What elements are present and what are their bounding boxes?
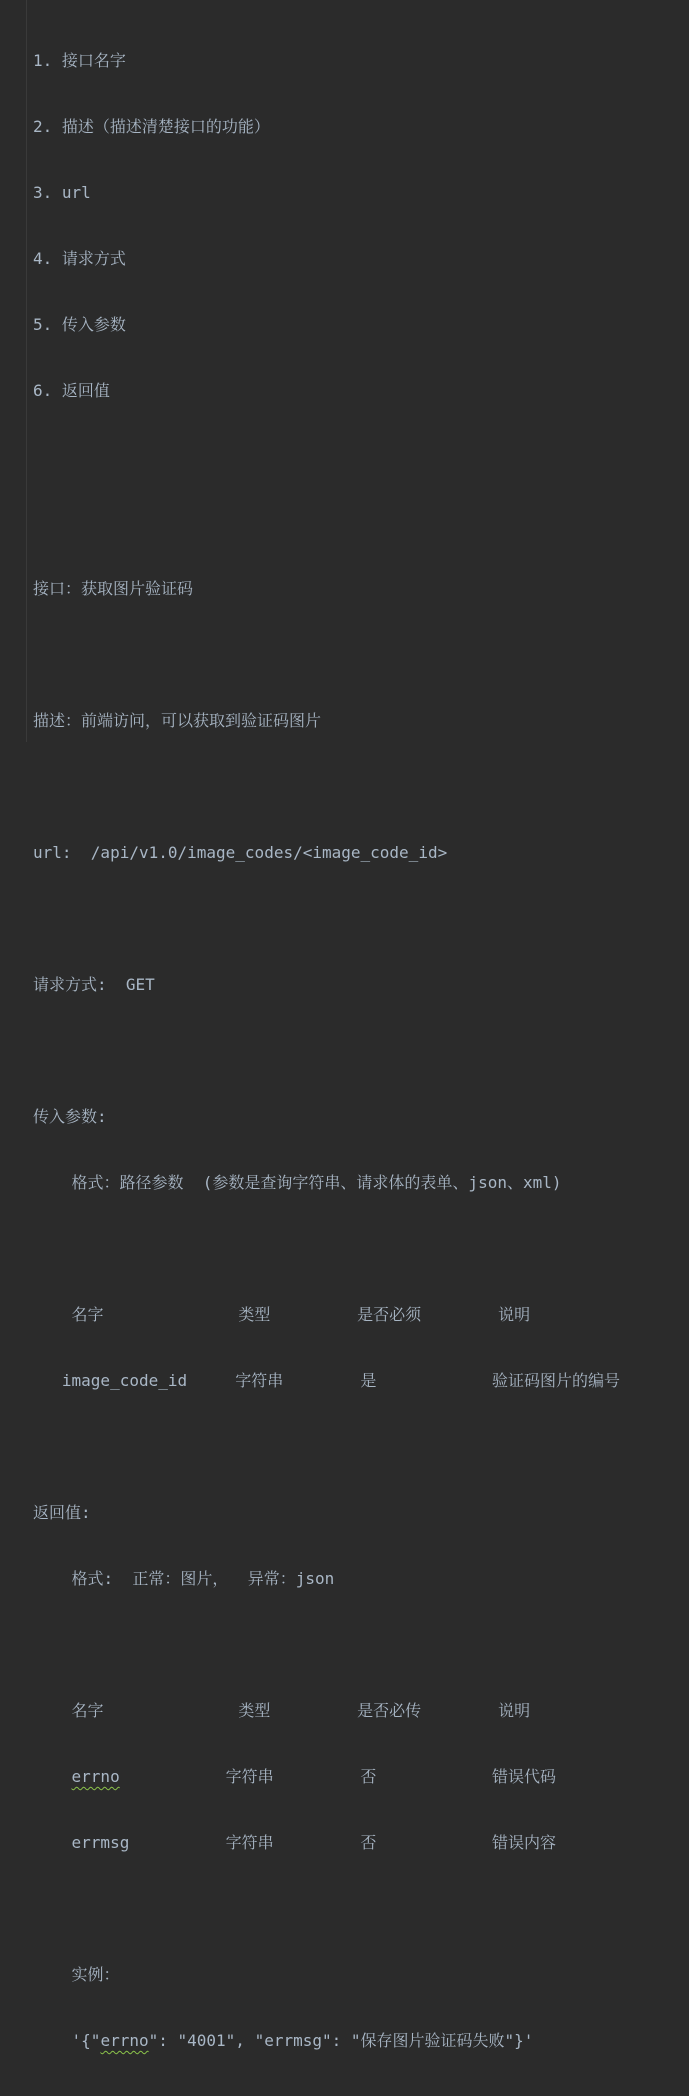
code-line-2: 2. 描述（描述清楚接口的功能）: [33, 117, 270, 136]
code-line-9: 接口：获取图片验证码: [33, 579, 194, 598]
code-line-25: [33, 1634, 620, 1656]
code-line-26: 名字 类型 是否必传 说明: [33, 1701, 531, 1720]
code-line-12: [33, 776, 620, 798]
code-line-19: [33, 1238, 620, 1260]
code-line-5: 5. 传入参数: [33, 315, 126, 334]
code-line-23: 返回值:: [33, 1503, 91, 1522]
code-line-14: [33, 908, 620, 930]
code-line-28: errmsg 字符串 否 错误内容: [33, 1833, 556, 1852]
code-line-17: 传入参数:: [33, 1107, 107, 1126]
code-line-22: [33, 1436, 620, 1458]
code-line-7: [33, 446, 620, 468]
gutter-divider: [26, 0, 27, 742]
code-line-3: 3. url: [33, 183, 91, 202]
code-line-16: [33, 1040, 620, 1062]
code-line-29: [33, 1898, 620, 1920]
code-line-6: 6. 返回值: [33, 381, 110, 400]
indent: [33, 1767, 72, 1786]
code-line-31: [33, 2030, 620, 2052]
code-line-21: image_code_id 字符串 是 验证码图片的编号: [33, 1371, 620, 1390]
code-line-18: 格式：路径参数 (参数是查询字符串、请求体的表单、json、xml): [33, 1173, 562, 1192]
code-line-20: 名字 类型 是否必须 说明: [33, 1305, 531, 1324]
code-line-30: 实例：: [33, 1965, 120, 1984]
spellcheck-word: errno: [100, 2031, 149, 2050]
code-line-8: [33, 512, 620, 534]
code-line-27: [33, 1766, 620, 1788]
code-text: '{": [33, 2031, 101, 2050]
code-content[interactable]: [33, 6, 620, 2096]
code-line-4: 4. 请求方式: [33, 249, 126, 268]
code-line-11: 描述：前端访问，可以获取到验证码图片: [33, 711, 322, 730]
code-line-1: 1. 接口名字: [33, 51, 126, 70]
code-text: ": "4001", "errmsg": "保存图片验证码失败"}': [148, 2031, 534, 2050]
code-text: 字符串 否 错误代码: [119, 1767, 556, 1786]
spellcheck-word: errno: [71, 1767, 120, 1786]
code-line-24: 格式: 正常：图片， 异常：json: [33, 1569, 335, 1588]
code-line-10: [33, 644, 620, 666]
code-line-15: 请求方式: GET: [33, 975, 155, 994]
code-line-13: url: /api/v1.0/image_codes/<image_code_id>: [33, 843, 448, 862]
